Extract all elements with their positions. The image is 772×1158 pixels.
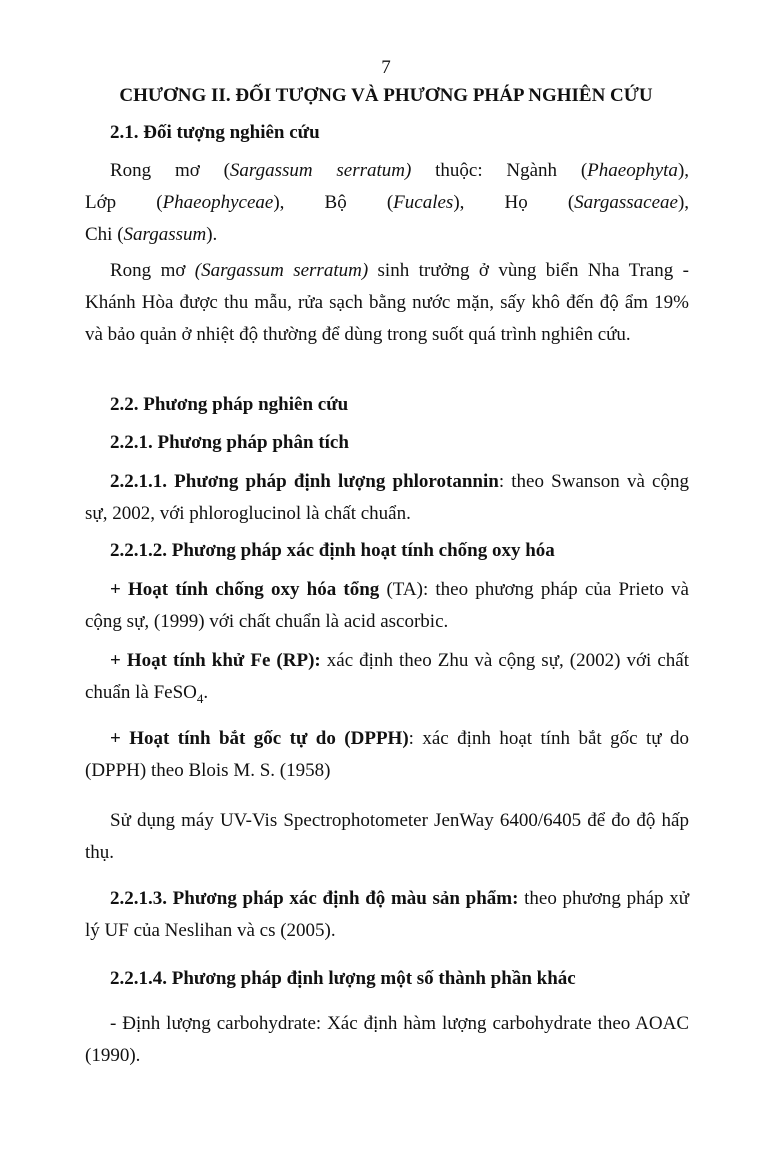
section-2-2-1-2-heading [85, 535, 689, 567]
section-heading-text: 2.2.1.4. Phương pháp định lượng một số thành phần khác [110, 968, 576, 989]
italic-term: Phaeophyta [587, 160, 678, 181]
text-span: Rong mơ [110, 260, 195, 281]
bold-lead: + Hoạt tính khử Fe (RP): [110, 650, 321, 671]
section-2-1-heading [85, 117, 689, 149]
chapter-title: CHƯƠNG II. ĐỐI TƯỢNG VÀ PHƯƠNG PHÁP NGHIÊN CỨU [119, 85, 653, 106]
paragraph-rp [85, 645, 689, 715]
paragraph-uv-vis [85, 805, 689, 869]
section-2-2-1-heading [85, 427, 689, 459]
section-heading-text: 2.2. Phương pháp nghiên cứu [110, 394, 349, 415]
text-span: ), [677, 192, 690, 213]
bold-lead: + Hoạt tính bắt gốc tự do (DPPH) [110, 728, 409, 749]
italic-term: Fucales [393, 192, 454, 213]
text-span: Rong mơ ( [110, 160, 230, 181]
page-number: 7 [381, 57, 391, 78]
italic-term: Phaeophyceae [162, 192, 274, 213]
text-span: ). [206, 224, 218, 245]
text-span: - Định lượng carbohydrate: Xác định hàm lượng carbohydrate theo AOAC (1990). [85, 1013, 689, 1066]
text-span: theo phương pháp xử lý UF của Neslihan và cs (2005). [85, 888, 689, 941]
text-span: Lớp ( [85, 192, 163, 213]
text-span: : theo Swanson và cộng sự, 2002, với phloroglucinol là chất chuẩn. [85, 471, 689, 524]
text-span: (TA): theo phương pháp của Prieto và cộng sự, (1999) với chất chuẩn là acid ascorbic. [85, 579, 689, 632]
paragraph-2-2-1-3 [85, 883, 689, 947]
paragraph-line [85, 219, 689, 251]
subscript: 4 [196, 690, 204, 706]
text-span: Bộ [324, 192, 347, 213]
bold-lead: 2.2.1.1. Phương pháp định lượng phlorotannin [110, 471, 499, 492]
text-span: Họ ( [504, 192, 575, 213]
text-span: sinh trưởng ở vùng biển Nha Trang - Khánh Hòa được thu mẫu, rửa sạch bằng nước mặn, sấy khô đến độ ẩm 19% và bảo quản ở nhiệt độ thường để dùng trong suốt quá trình nghiên cứu. [85, 260, 689, 345]
paragraph-ta [85, 574, 689, 638]
paragraph-classification [85, 155, 689, 251]
paragraph-sample [85, 255, 689, 351]
bold-lead: 2.2.1.3. Phương pháp xác định độ màu sản phẩm: [110, 888, 519, 909]
text-span: Sử dụng máy UV-Vis Spectrophotometer JenWay 6400/6405 để đo độ hấp thụ. [85, 810, 689, 863]
text-span: ), [677, 160, 690, 181]
paragraph-line [85, 187, 689, 219]
italic-term: Sargassum [123, 224, 207, 245]
section-heading-text: 2.1. Đối tượng nghiên cứu [110, 122, 320, 143]
text-span: ), [453, 192, 465, 213]
paragraph-carbohydrate [85, 1008, 689, 1072]
section-heading-text: 2.2.1.2. Phương pháp xác định hoạt tính chống oxy hóa [110, 540, 555, 561]
text-span: : xác định hoạt tính bắt gốc tự do (DPPH) theo Blois M. S. (1958) [85, 728, 689, 781]
italic-term: (Sargassum serratum) [194, 260, 369, 281]
text-span: ( [386, 192, 394, 213]
section-heading-text: 2.2.1. Phương pháp phân tích [110, 432, 349, 453]
paragraph-2-2-1-1 [85, 466, 689, 530]
paragraph-line [85, 155, 689, 187]
paragraph-dpph [85, 723, 689, 787]
text-span: Chi ( [85, 224, 124, 245]
italic-term: Sargassaceae [574, 192, 678, 213]
text-span: . [203, 682, 209, 703]
text-span: ), [273, 192, 285, 213]
section-2-2-1-4-heading [85, 963, 689, 995]
italic-term: Sargassum serratum) [229, 160, 412, 181]
text-span: thuộc: Ngành ( [411, 160, 588, 181]
section-2-2-heading [85, 389, 689, 421]
text-span: xác định theo Zhu và cộng sự, (2002) với chất chuẩn là FeSO [85, 650, 689, 703]
bold-lead: + Hoạt tính chống oxy hóa tổng [110, 579, 380, 600]
